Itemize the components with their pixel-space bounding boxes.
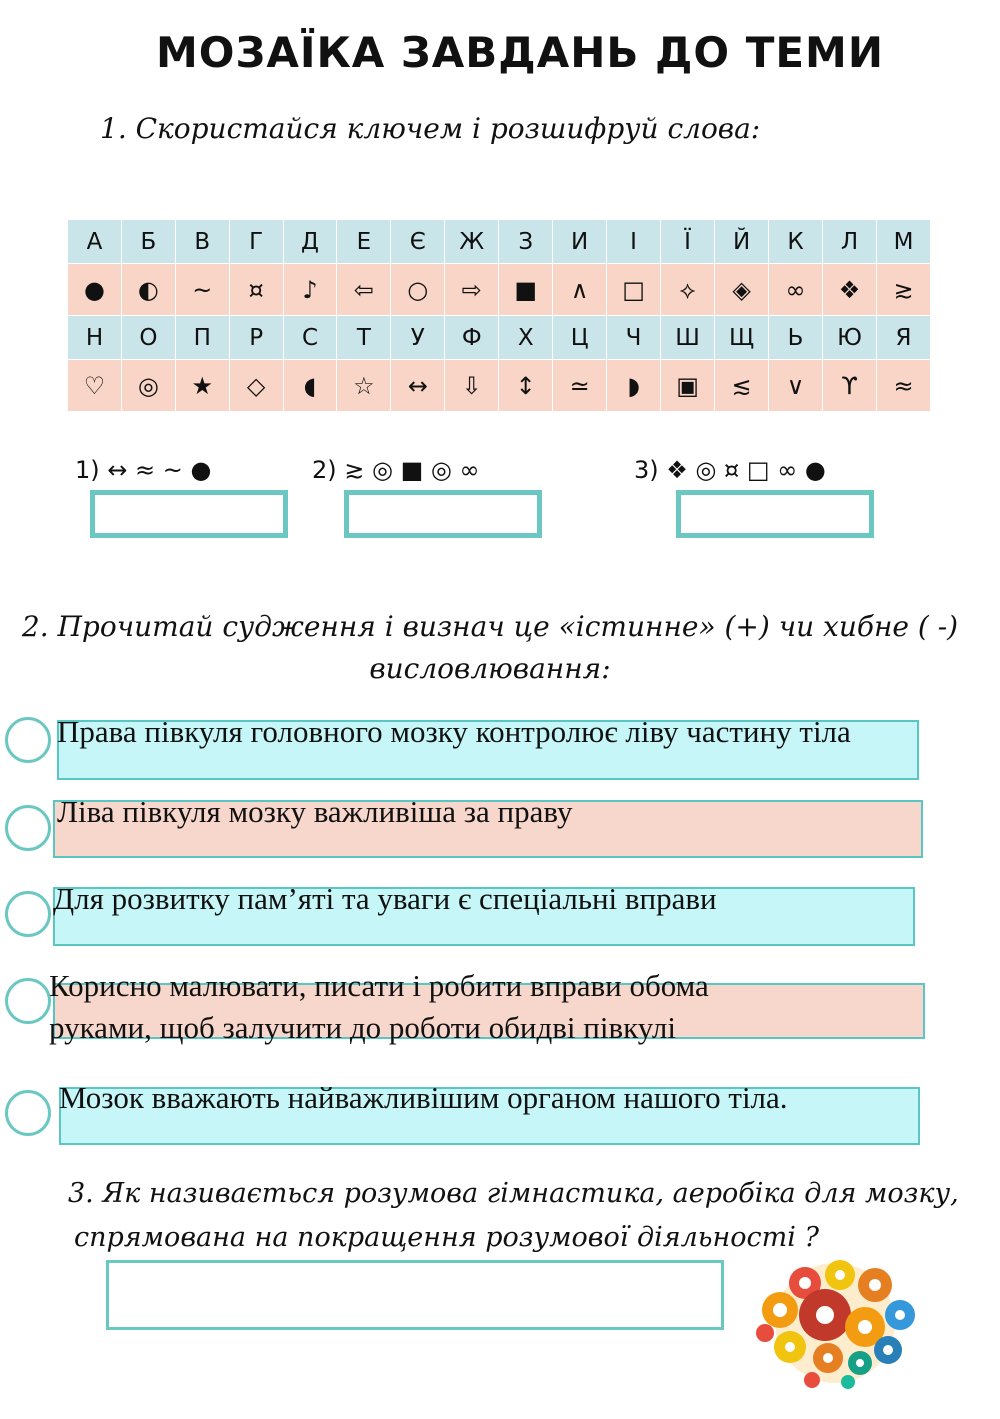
key-letter: Ь xyxy=(769,316,823,360)
key-symbol: ⇦ xyxy=(337,264,391,316)
key-letter: А xyxy=(68,220,122,264)
key-symbol: ↕ xyxy=(499,360,553,412)
gears-brain-icon xyxy=(750,1255,920,1390)
task2-prompt-line-2: висловлювання: xyxy=(369,652,611,685)
task3-prompt-line-1: 3. Як називається розумова гімнастика, аеробіка для мозку, xyxy=(68,1178,959,1209)
key-symbols-row-2 xyxy=(68,360,931,412)
key-letter: М xyxy=(877,220,931,264)
statement-text-4-line-1: Корисно малювати, писати і робити вправи обома xyxy=(49,968,709,1003)
key-symbol: ≃ xyxy=(553,360,607,412)
answer-box-1[interactable] xyxy=(90,490,288,538)
key-letter: Я xyxy=(877,316,931,360)
key-symbol: ♪ xyxy=(283,264,337,316)
key-symbol: ❖ xyxy=(822,264,876,316)
page-title: МОЗАЇКА ЗАВДАНЬ ДО ТЕМИ xyxy=(156,28,884,77)
key-symbol: ☆ xyxy=(337,360,391,412)
code-symbols: ≳ ◎ ■ ◎ ∞ xyxy=(344,456,480,484)
answer-circle-4[interactable] xyxy=(5,978,51,1024)
key-symbol: ≲ xyxy=(715,360,769,412)
code-symbols: ❖ ◎ ¤ □ ∞ ● xyxy=(666,456,826,484)
key-letter: Ш xyxy=(661,316,715,360)
statement-text-4-line-2: руками, щоб залучити до роботи обидві півкулі xyxy=(49,1010,676,1045)
key-letter: Х xyxy=(499,316,553,360)
code-label: 2) xyxy=(312,456,337,484)
key-symbol: ⟡ xyxy=(661,264,715,316)
code-label: 1) xyxy=(75,456,100,484)
answer-circle-5[interactable] xyxy=(5,1090,51,1136)
task2-prompt-line-1: 2. Прочитай судження і визнач це «істинне» (+) чи хибне ( -) xyxy=(21,610,959,643)
answer-circle-2[interactable] xyxy=(5,805,51,851)
code-3 xyxy=(634,456,826,484)
key-letter: К xyxy=(769,220,823,264)
key-letter: Ф xyxy=(445,316,499,360)
code-1 xyxy=(75,456,211,484)
code-label: 3) xyxy=(634,456,659,484)
answer-circle-3[interactable] xyxy=(5,891,51,937)
key-letter: Л xyxy=(822,220,876,264)
key-letter: Р xyxy=(229,316,283,360)
answer-box-3[interactable] xyxy=(676,490,874,538)
key-symbol: ¤ xyxy=(229,264,283,316)
key-symbol: ϒ xyxy=(822,360,876,412)
key-symbols-row-1 xyxy=(68,264,931,316)
key-symbol: ◈ xyxy=(715,264,769,316)
key-symbol: ■ xyxy=(499,264,553,316)
key-letter: Г xyxy=(229,220,283,264)
key-symbol: ↔ xyxy=(391,360,445,412)
key-letter: С xyxy=(283,316,337,360)
key-symbol: ∨ xyxy=(769,360,823,412)
gears-cluster xyxy=(756,1260,915,1389)
key-letter: Щ xyxy=(715,316,769,360)
task3-prompt-line-2: спрямована на покращення розумової діяльності ? xyxy=(74,1222,819,1253)
key-symbol: ≳ xyxy=(877,264,931,316)
key-letter: Ї xyxy=(661,220,715,264)
key-symbol: ◐ xyxy=(121,264,175,316)
statement-text-5: Мозок вважають найважливішим органом нашого тіла. xyxy=(59,1080,788,1115)
key-letter: В xyxy=(175,220,229,264)
statement-text-2: Ліва півкуля мозку важливіша за праву xyxy=(57,794,573,829)
key-letter: У xyxy=(391,316,445,360)
task1-prompt: 1. Скористайся ключем і розшифруй слова: xyxy=(100,112,761,145)
key-symbol: ∧ xyxy=(553,264,607,316)
key-letter: Ю xyxy=(822,316,876,360)
key-symbol: ~ xyxy=(175,264,229,316)
key-symbol: ◖ xyxy=(283,360,337,412)
key-letter: Т xyxy=(337,316,391,360)
key-symbol: ◎ xyxy=(121,360,175,412)
key-letters-row-1 xyxy=(68,220,931,264)
statement-text-3: Для розвитку пам’яті та уваги є спеціальні вправи xyxy=(53,881,717,916)
task2-prompt xyxy=(0,606,980,690)
key-letter: Ч xyxy=(607,316,661,360)
key-symbol: □ xyxy=(607,264,661,316)
key-letter: Є xyxy=(391,220,445,264)
key-letter: Д xyxy=(283,220,337,264)
key-letter: Н xyxy=(68,316,122,360)
task3-answer-box[interactable] xyxy=(106,1260,724,1330)
answer-box-2[interactable] xyxy=(344,490,542,538)
answer-circle-1[interactable] xyxy=(5,717,51,763)
code-symbols: ↔ ≈ ~ ● xyxy=(107,456,212,484)
key-symbol: ★ xyxy=(175,360,229,412)
key-symbol: ≈ xyxy=(877,360,931,412)
key-letter: Б xyxy=(121,220,175,264)
statement-text-1: Права півкуля головного мозку контролює ліву частину тіла xyxy=(57,714,851,749)
key-letters-row-2 xyxy=(68,316,931,360)
key-symbol: ◇ xyxy=(229,360,283,412)
key-symbol: ● xyxy=(68,264,122,316)
key-letter: О xyxy=(121,316,175,360)
key-letter: І xyxy=(607,220,661,264)
cipher-key-table xyxy=(67,219,931,412)
key-symbol: ♡ xyxy=(68,360,122,412)
code-2 xyxy=(312,456,479,484)
key-symbol: ○ xyxy=(391,264,445,316)
key-symbol: ∞ xyxy=(769,264,823,316)
key-symbol: ◗ xyxy=(607,360,661,412)
key-letter: З xyxy=(499,220,553,264)
key-symbol: ▣ xyxy=(661,360,715,412)
key-letter: Й xyxy=(715,220,769,264)
key-letter: Ц xyxy=(553,316,607,360)
key-symbol: ⇨ xyxy=(445,264,499,316)
key-symbol: ⇩ xyxy=(445,360,499,412)
key-letter: И xyxy=(553,220,607,264)
key-letter: Ж xyxy=(445,220,499,264)
key-letter: Е xyxy=(337,220,391,264)
key-letter: П xyxy=(175,316,229,360)
